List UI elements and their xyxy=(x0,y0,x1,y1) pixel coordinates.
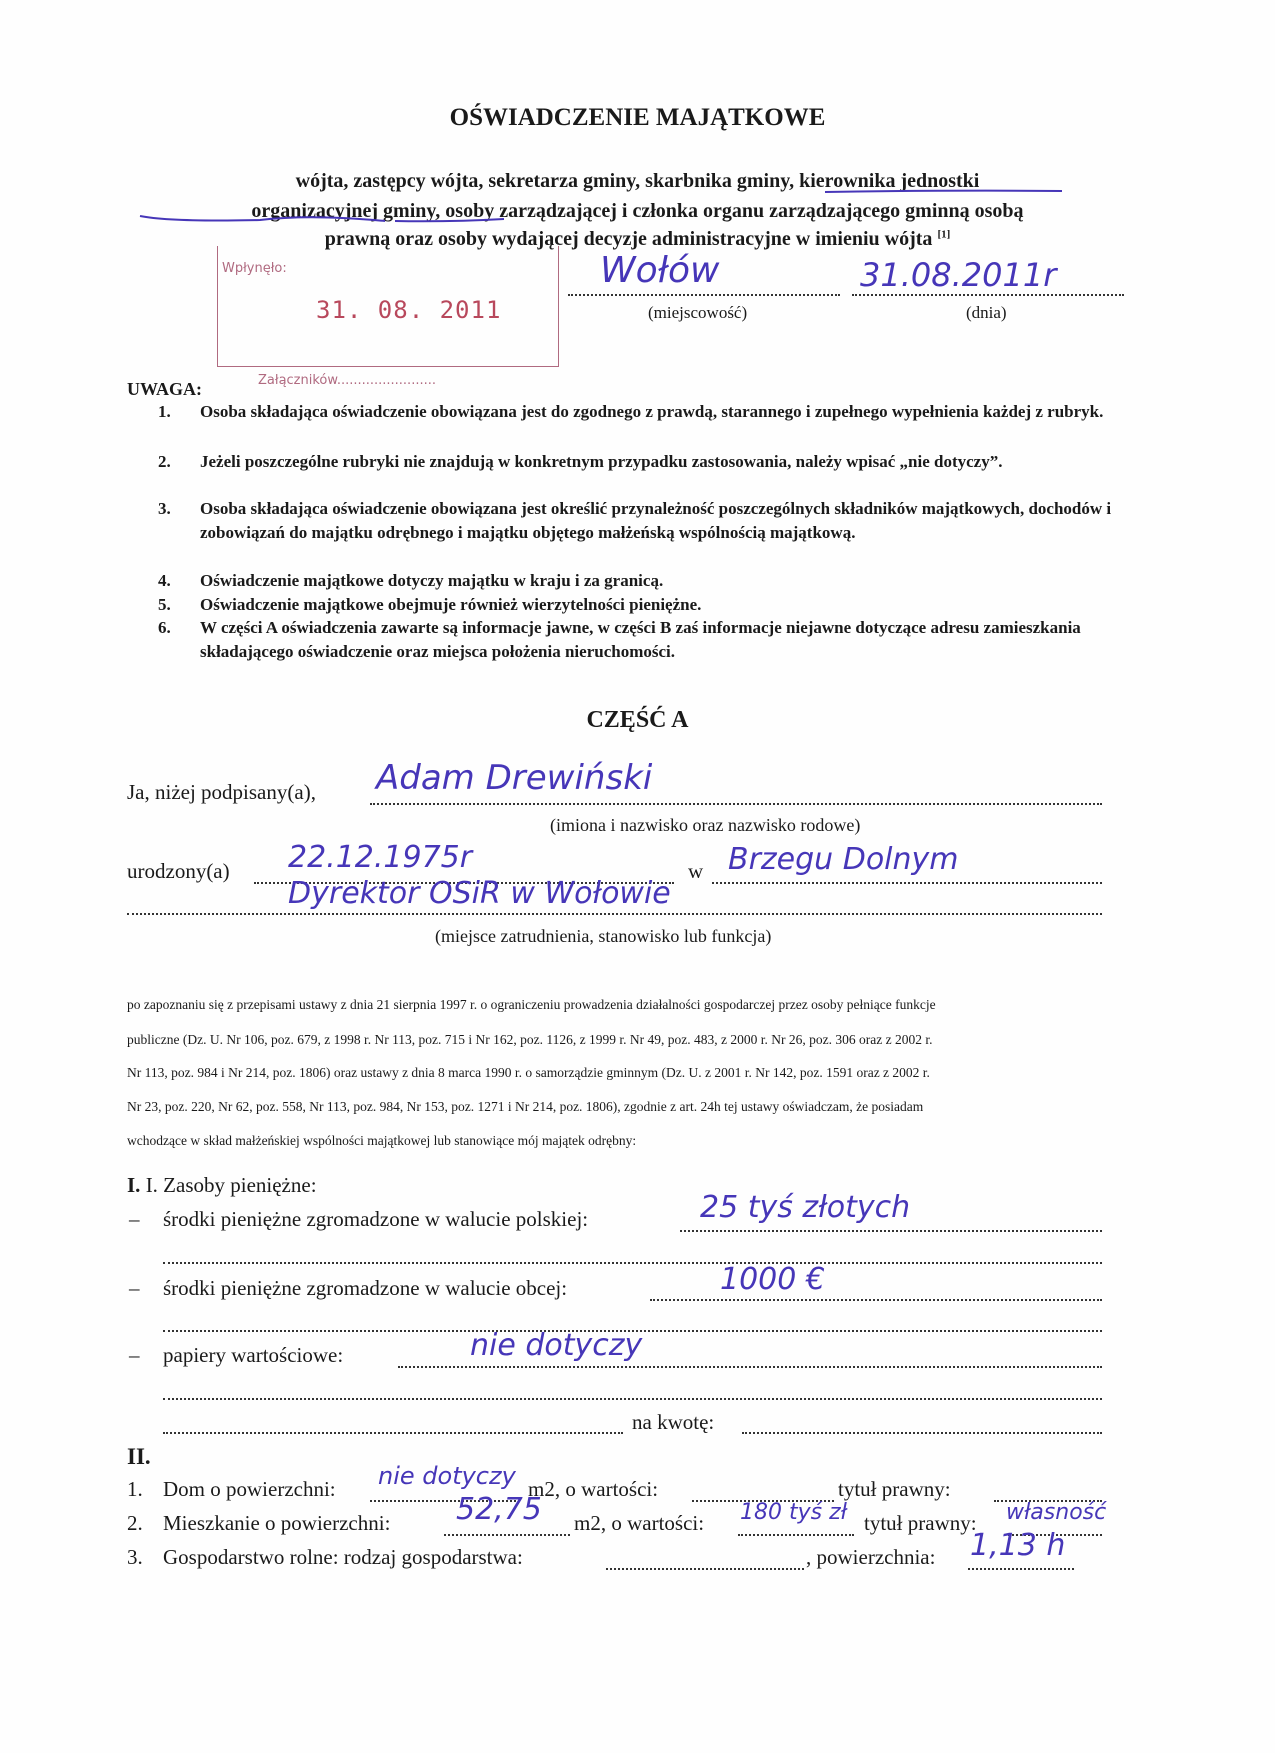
section-1-heading xyxy=(127,1173,317,1198)
born-label: urodzony(a) xyxy=(127,859,230,883)
amount-line xyxy=(742,1432,1102,1434)
foreign-handwritten: 1000 € xyxy=(720,1262,825,1297)
uwaga-num: 6. xyxy=(158,618,171,637)
date-line xyxy=(852,294,1124,296)
flat-value-line xyxy=(738,1534,854,1536)
flat-title-handwritten: własność xyxy=(1006,1500,1107,1525)
signed-line xyxy=(370,803,1102,805)
job-handwritten: Dyrektor OSiR w Wołowie xyxy=(288,876,671,911)
flat-label: Mieszkanie o powierzchni: xyxy=(163,1511,391,1535)
stamp-received-date: 31. 08. 2011 xyxy=(316,296,502,324)
flat-area-handwritten: 52,75 xyxy=(456,1492,542,1527)
subtitle-line-2: organizacyjnej gminy, osoby zarządzającej i członka organu zarządzającego gminną osobą xyxy=(251,200,1024,222)
securities-line xyxy=(398,1366,1102,1368)
flat-unit: m2, o wartości: xyxy=(574,1511,705,1535)
job-caption: (miejsce zatrudnienia, stanowisko lub funkcja) xyxy=(435,926,772,946)
house-label: Dom o powierzchni: xyxy=(163,1477,336,1501)
date-handwritten: 31.08.2011r xyxy=(860,256,1057,294)
signed-label: Ja, niżej podpisany(a), xyxy=(127,780,316,804)
subtitle-line-3-text: prawną oraz osoby wydającej decyzje administracyjne w imieniu wójta xyxy=(324,228,933,250)
born-in-label: w xyxy=(688,859,704,883)
farm-area-handwritten: 1,13 h xyxy=(970,1528,1066,1563)
received-stamp xyxy=(217,246,559,367)
house-unit: m2, o wartości: xyxy=(528,1477,659,1501)
flat-title-label: tytuł prawny: xyxy=(864,1511,977,1535)
signed-handwritten: Adam Drewiński xyxy=(376,758,653,798)
section-1-title: I. Zasoby pieniężne: xyxy=(145,1173,317,1197)
part-a-heading: CZĘŚĆ A xyxy=(586,707,689,733)
subtitle-line-1: wójta, zastępcy wójta, sekretarza gminy, skarbnika gminy, kierownika jednostki xyxy=(295,170,980,192)
farm-area-line xyxy=(968,1568,1074,1570)
foreign-line xyxy=(650,1299,1102,1301)
flat-value-handwritten: 180 tyś zł xyxy=(740,1500,847,1525)
job-line xyxy=(127,913,1102,915)
uwaga-text: Osoba składająca oświadczenie obowiązana jest określić przynależność poszczególnych składników majątkowych, dochodów i zobowiązań do majątku odrębnego i majątku objętego małżeńską wspólnością majątkową. xyxy=(200,499,1112,542)
place-line xyxy=(568,294,840,296)
dash-bullet: – xyxy=(129,1343,140,1367)
born-date-handwritten: 22.12.1975r xyxy=(288,840,473,875)
uwaga-num: 4. xyxy=(158,571,171,590)
farm-area-label: , powierzchnia: xyxy=(806,1545,936,1569)
uwaga-text: W części A oświadczenia zawarte są informacje jawne, w części B zaś informacje niejawne dotyczące adresu zamieszkania składającego oświadczenie oraz miejsca położenia nieruchomości. xyxy=(200,618,1081,661)
uwaga-num: 5. xyxy=(158,595,171,614)
place-handwritten: Wołów xyxy=(600,250,720,291)
securities-label: papiery wartościowe: xyxy=(163,1343,344,1367)
dash-bullet: – xyxy=(129,1207,140,1231)
flat-area-line xyxy=(444,1534,570,1536)
flat-num: 2. xyxy=(127,1511,143,1535)
section-2-heading: II. xyxy=(127,1444,151,1469)
farm-num: 3. xyxy=(127,1545,143,1569)
foreign-label: środki pieniężne zgromadzone w walucie obcej: xyxy=(163,1276,568,1300)
uwaga-num: 1. xyxy=(158,402,171,421)
house-area-handwritten: nie dotyczy xyxy=(378,1462,516,1490)
uwaga-text: Jeżeli poszczególne rubryki nie znajdują w konkretnym przypadku zastosowania, należy wpisać „nie dotyczy”. xyxy=(200,452,1003,471)
section-1-roman: I. xyxy=(127,1173,141,1197)
uwaga-text: Osoba składająca oświadczenie obowiązana jest do zgodnego z prawdą, starannego i zupełnego wypełnienia każdej z rubryk. xyxy=(200,402,1104,421)
house-title-label: tytuł prawny: xyxy=(838,1477,951,1501)
uwaga-text: Oświadczenie majątkowe dotyczy majątku w kraju i za granicą. xyxy=(200,571,664,590)
legal-text-line: Nr 113, poz. 984 i Nr 214, poz. 1806) oraz ustawy z dnia 8 marca 1990 r. o samorządzie gminnym (Dz. U. z 2001 r. Nr 142, poz. 1591 oraz z 2002 r. xyxy=(127,1065,930,1080)
dash-bullet: – xyxy=(129,1276,140,1300)
amount-label: na kwotę: xyxy=(632,1410,715,1434)
footnote-ref: [1] xyxy=(937,228,951,241)
uwaga-label: UWAGA: xyxy=(127,379,202,399)
stamp-attachments-label: Załączników........................ xyxy=(258,373,436,388)
pln-handwritten: 25 tyś złotych xyxy=(700,1190,911,1225)
pln-line xyxy=(680,1230,1102,1232)
uwaga-num: 3. xyxy=(158,499,171,518)
amount-line-left xyxy=(163,1432,623,1434)
farm-type-line xyxy=(606,1568,804,1570)
pln-line-2 xyxy=(163,1262,1102,1264)
date-caption: (dnia) xyxy=(966,303,1007,322)
legal-text-line: publiczne (Dz. U. Nr 106, poz. 679, z 1998 r. Nr 113, poz. 715 i Nr 162, poz. 1126, z 1999 r. Nr 49, poz. 483, z 2000 r. Nr 26, poz. 306 oraz z 2002 r. xyxy=(127,1032,933,1047)
legal-text-line: wchodzące w skład małżeńskiej wspólności majątkowej lub stanowiące mój majątek odrębny: xyxy=(127,1133,637,1148)
name-caption: (imiona i nazwisko oraz nazwisko rodowe) xyxy=(550,815,861,835)
securities-handwritten: nie dotyczy xyxy=(470,1328,643,1363)
place-caption: (miejscowość) xyxy=(648,303,748,322)
uwaga-num: 2. xyxy=(158,452,171,471)
legal-text-line: po zapoznaniu się z przepisami ustawy z dnia 21 sierpnia 1997 r. o ograniczeniu prowadzenia działalności gospodarczej przez osoby pełniące funkcje xyxy=(127,997,936,1012)
pln-label: środki pieniężne zgromadzone w walucie polskiej: xyxy=(163,1207,589,1231)
securities-line-2 xyxy=(163,1398,1102,1400)
house-num: 1. xyxy=(127,1477,143,1501)
uwaga-text: Oświadczenie majątkowe obejmuje również wierzytelności pieniężne. xyxy=(200,595,702,614)
born-place-handwritten: Brzegu Dolnym xyxy=(728,842,959,877)
stamp-received-label: Wpłynęło: xyxy=(222,261,287,276)
legal-text-line: Nr 23, poz. 220, Nr 62, poz. 558, Nr 113, poz. 984, Nr 153, poz. 1271 i Nr 214, poz. 1806), zgodnie z art. 24h tej ustawy oświadczam, że posiadam xyxy=(127,1099,924,1114)
farm-label: Gospodarstwo rolne: rodzaj gospodarstwa: xyxy=(163,1545,523,1569)
document-title: OŚWIADCZENIE MAJĄTKOWE xyxy=(449,104,826,131)
born-place-line xyxy=(712,882,1102,884)
